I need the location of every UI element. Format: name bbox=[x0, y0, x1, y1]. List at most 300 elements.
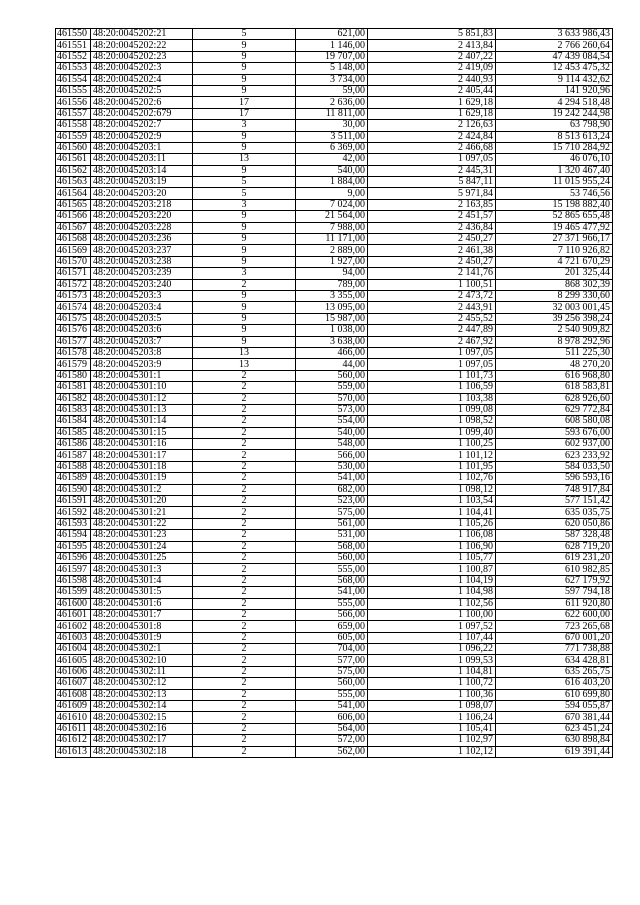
rate-cell: 2 436,84 bbox=[368, 222, 496, 233]
cadastral-value-cell: 584 033,50 bbox=[496, 461, 613, 472]
category-cell: 9 bbox=[193, 165, 296, 176]
cadastral-value-cell: 46 076,10 bbox=[496, 154, 613, 165]
cadastral-value-cell: 511 225,30 bbox=[496, 347, 613, 358]
row-id-cell: 461606 bbox=[56, 666, 91, 677]
cadastral-number-cell: 48:20:0045301:4 bbox=[91, 575, 193, 586]
row-id-cell: 461579 bbox=[56, 359, 91, 370]
cadastral-value-cell: 12 453 475,32 bbox=[496, 63, 613, 74]
cadastral-number-cell: 48:20:0045301:2 bbox=[91, 484, 193, 495]
row-id-cell: 461600 bbox=[56, 598, 91, 609]
row-id-cell: 461604 bbox=[56, 644, 91, 655]
area-cell: 606,00 bbox=[296, 712, 368, 723]
row-id-cell: 461572 bbox=[56, 279, 91, 290]
cadastral-value-cell: 619 231,20 bbox=[496, 552, 613, 563]
category-cell: 2 bbox=[193, 496, 296, 507]
category-cell: 2 bbox=[193, 382, 296, 393]
row-id-cell: 461581 bbox=[56, 382, 91, 393]
rate-cell: 1 106,90 bbox=[368, 541, 496, 552]
area-cell: 1 146,00 bbox=[296, 40, 368, 51]
rate-cell: 1 100,51 bbox=[368, 279, 496, 290]
rate-cell: 1 101,12 bbox=[368, 450, 496, 461]
rate-cell: 2 450,27 bbox=[368, 234, 496, 245]
area-cell: 577,00 bbox=[296, 655, 368, 666]
cadastral-value-cell: 628 926,60 bbox=[496, 393, 613, 404]
cadastral-value-cell: 620 050,86 bbox=[496, 518, 613, 529]
rate-cell: 1 099,40 bbox=[368, 427, 496, 438]
area-cell: 1 038,00 bbox=[296, 325, 368, 336]
cadastral-number-cell: 48:20:0045301:17 bbox=[91, 450, 193, 461]
category-cell: 2 bbox=[193, 450, 296, 461]
category-cell: 2 bbox=[193, 404, 296, 415]
rate-cell: 5 971,84 bbox=[368, 188, 496, 199]
row-id-cell: 461588 bbox=[56, 461, 91, 472]
rate-cell: 1 096,22 bbox=[368, 644, 496, 655]
cadastral-value-cell: 594 055,87 bbox=[496, 701, 613, 712]
rate-cell: 2 447,89 bbox=[368, 325, 496, 336]
row-id-cell: 461591 bbox=[56, 496, 91, 507]
row-id-cell: 461586 bbox=[56, 439, 91, 450]
table-row bbox=[56, 347, 613, 358]
area-cell: 573,00 bbox=[296, 404, 368, 415]
cadastral-value-cell: 8 513 613,24 bbox=[496, 131, 613, 142]
cadastral-number-cell: 48:20:0045203:236 bbox=[91, 234, 193, 245]
area-cell: 21 564,00 bbox=[296, 211, 368, 222]
table-row bbox=[56, 188, 613, 199]
area-cell: 2 636,00 bbox=[296, 97, 368, 108]
rate-cell: 2 473,72 bbox=[368, 290, 496, 301]
area-cell: 541,00 bbox=[296, 587, 368, 598]
area-cell: 2 889,00 bbox=[296, 245, 368, 256]
row-id-cell: 461599 bbox=[56, 587, 91, 598]
row-id-cell: 461562 bbox=[56, 165, 91, 176]
row-id-cell: 461596 bbox=[56, 552, 91, 563]
area-cell: 659,00 bbox=[296, 621, 368, 632]
cadastral-number-cell: 48:20:0045302:1 bbox=[91, 644, 193, 655]
category-cell: 2 bbox=[193, 393, 296, 404]
table-row bbox=[56, 666, 613, 677]
cadastral-number-cell: 48:20:0045301:20 bbox=[91, 496, 193, 507]
row-id-cell: 461612 bbox=[56, 735, 91, 746]
cadastral-number-cell: 48:20:0045203:8 bbox=[91, 347, 193, 358]
cadastral-value-cell: 618 583,81 bbox=[496, 382, 613, 393]
rate-cell: 1 629,18 bbox=[368, 97, 496, 108]
cadastral-value-cell: 27 371 966,17 bbox=[496, 234, 613, 245]
cadastral-number-cell: 48:20:0045301:25 bbox=[91, 552, 193, 563]
rate-cell: 1 104,19 bbox=[368, 575, 496, 586]
rate-cell: 2 419,09 bbox=[368, 63, 496, 74]
category-cell: 5 bbox=[193, 188, 296, 199]
category-cell: 2 bbox=[193, 507, 296, 518]
row-id-cell: 461561 bbox=[56, 154, 91, 165]
category-cell: 2 bbox=[193, 575, 296, 586]
area-cell: 560,00 bbox=[296, 552, 368, 563]
row-id-cell: 461578 bbox=[56, 347, 91, 358]
rate-cell: 5 847,11 bbox=[368, 177, 496, 188]
area-cell: 704,00 bbox=[296, 644, 368, 655]
rate-cell: 1 102,56 bbox=[368, 598, 496, 609]
table-row bbox=[56, 655, 613, 666]
cadastral-value-cell: 635 265,75 bbox=[496, 666, 613, 677]
area-cell: 566,00 bbox=[296, 609, 368, 620]
table-row bbox=[56, 222, 613, 233]
rate-cell: 2 451,57 bbox=[368, 211, 496, 222]
row-id-cell: 461570 bbox=[56, 256, 91, 267]
category-cell: 2 bbox=[193, 530, 296, 541]
cadastral-value-cell: 634 428,81 bbox=[496, 655, 613, 666]
rate-cell: 1 097,05 bbox=[368, 359, 496, 370]
cadastral-value-cell: 623 233,92 bbox=[496, 450, 613, 461]
area-cell: 42,00 bbox=[296, 154, 368, 165]
cadastral-number-cell: 48:20:0045202:22 bbox=[91, 40, 193, 51]
table-row bbox=[56, 746, 613, 757]
cadastral-number-cell: 48:20:0045203:11 bbox=[91, 154, 193, 165]
area-cell: 555,00 bbox=[296, 598, 368, 609]
row-id-cell: 461556 bbox=[56, 97, 91, 108]
rate-cell: 1 107,44 bbox=[368, 632, 496, 643]
table-row bbox=[56, 575, 613, 586]
table-row bbox=[56, 404, 613, 415]
table-row bbox=[56, 245, 613, 256]
cadastral-value-cell: 635 035,75 bbox=[496, 507, 613, 518]
cadastral-value-cell: 3 633 986,43 bbox=[496, 29, 613, 40]
cadastral-number-cell: 48:20:0045301:21 bbox=[91, 507, 193, 518]
cadastral-number-cell: 48:20:0045301:3 bbox=[91, 564, 193, 575]
row-id-cell: 461552 bbox=[56, 51, 91, 62]
cadastral-number-cell: 48:20:0045202:9 bbox=[91, 131, 193, 142]
area-cell: 3 734,00 bbox=[296, 74, 368, 85]
cadastral-number-cell: 48:20:0045203:14 bbox=[91, 165, 193, 176]
table-row bbox=[56, 712, 613, 723]
table-row bbox=[56, 427, 613, 438]
category-cell: 9 bbox=[193, 336, 296, 347]
category-cell: 9 bbox=[193, 290, 296, 301]
cadastral-value-cell: 4 294 518,48 bbox=[496, 97, 613, 108]
area-cell: 548,00 bbox=[296, 439, 368, 450]
table-row bbox=[56, 165, 613, 176]
row-id-cell: 461609 bbox=[56, 701, 91, 712]
cadastral-number-cell: 48:20:0045202:3 bbox=[91, 63, 193, 74]
table-row bbox=[56, 336, 613, 347]
category-cell: 9 bbox=[193, 51, 296, 62]
table-row bbox=[56, 256, 613, 267]
cadastral-number-cell: 48:20:0045302:11 bbox=[91, 666, 193, 677]
table-row bbox=[56, 211, 613, 222]
category-cell: 2 bbox=[193, 461, 296, 472]
category-cell: 2 bbox=[193, 439, 296, 450]
table-row bbox=[56, 416, 613, 427]
table-row bbox=[56, 564, 613, 575]
cadastral-number-cell: 48:20:0045301:16 bbox=[91, 439, 193, 450]
cadastral-value-cell: 587 328,48 bbox=[496, 530, 613, 541]
rate-cell: 1 105,26 bbox=[368, 518, 496, 529]
cadastral-value-cell: 48 270,20 bbox=[496, 359, 613, 370]
cadastral-number-cell: 48:20:0045302:17 bbox=[91, 735, 193, 746]
table-row bbox=[56, 290, 613, 301]
area-cell: 6 369,00 bbox=[296, 142, 368, 153]
row-id-cell: 461551 bbox=[56, 40, 91, 51]
cadastral-number-cell: 48:20:0045203:218 bbox=[91, 199, 193, 210]
category-cell: 9 bbox=[193, 131, 296, 142]
area-cell: 564,00 bbox=[296, 723, 368, 734]
cadastral-number-cell: 48:20:0045301:18 bbox=[91, 461, 193, 472]
row-id-cell: 461589 bbox=[56, 473, 91, 484]
area-cell: 530,00 bbox=[296, 461, 368, 472]
cadastral-value-cell: 670 001,20 bbox=[496, 632, 613, 643]
area-cell: 3 638,00 bbox=[296, 336, 368, 347]
cadastral-value-cell: 610 699,80 bbox=[496, 689, 613, 700]
cadastral-number-cell: 48:20:0045203:238 bbox=[91, 256, 193, 267]
table-row bbox=[56, 268, 613, 279]
area-cell: 1 884,00 bbox=[296, 177, 368, 188]
rate-cell: 1 100,00 bbox=[368, 609, 496, 620]
area-cell: 682,00 bbox=[296, 484, 368, 495]
row-id-cell: 461580 bbox=[56, 370, 91, 381]
area-cell: 3 511,00 bbox=[296, 131, 368, 142]
table-row bbox=[56, 279, 613, 290]
table-row bbox=[56, 325, 613, 336]
category-cell: 2 bbox=[193, 655, 296, 666]
cadastral-number-cell: 48:20:0045202:5 bbox=[91, 85, 193, 96]
table-row bbox=[56, 359, 613, 370]
rate-cell: 1 100,87 bbox=[368, 564, 496, 575]
cadastral-number-cell: 48:20:0045301:12 bbox=[91, 393, 193, 404]
cadastral-value-cell: 141 920,96 bbox=[496, 85, 613, 96]
cadastral-number-cell: 48:20:0045302:14 bbox=[91, 701, 193, 712]
category-cell: 3 bbox=[193, 120, 296, 131]
row-id-cell: 461565 bbox=[56, 199, 91, 210]
area-cell: 5 148,00 bbox=[296, 63, 368, 74]
cadastral-value-cell: 8 299 330,60 bbox=[496, 290, 613, 301]
rate-cell: 2 455,52 bbox=[368, 313, 496, 324]
cadastral-value-cell: 32 003 001,45 bbox=[496, 302, 613, 313]
row-id-cell: 461582 bbox=[56, 393, 91, 404]
category-cell: 2 bbox=[193, 621, 296, 632]
area-cell: 3 355,00 bbox=[296, 290, 368, 301]
table-row bbox=[56, 97, 613, 108]
table-row bbox=[56, 154, 613, 165]
category-cell: 2 bbox=[193, 598, 296, 609]
table-row bbox=[56, 735, 613, 746]
area-cell: 605,00 bbox=[296, 632, 368, 643]
cadastral-number-cell: 48:20:0045203:3 bbox=[91, 290, 193, 301]
table-row bbox=[56, 40, 613, 51]
row-id-cell: 461554 bbox=[56, 74, 91, 85]
area-cell: 11 171,00 bbox=[296, 234, 368, 245]
cadastral-number-cell: 48:20:0045202:679 bbox=[91, 108, 193, 119]
cadastral-value-cell: 15 198 882,40 bbox=[496, 199, 613, 210]
cadastral-value-cell: 602 937,00 bbox=[496, 439, 613, 450]
category-cell: 2 bbox=[193, 701, 296, 712]
cadastral-value-cell: 63 798,90 bbox=[496, 120, 613, 131]
category-cell: 13 bbox=[193, 359, 296, 370]
rate-cell: 1 101,95 bbox=[368, 461, 496, 472]
row-id-cell: 461584 bbox=[56, 416, 91, 427]
cadastral-number-cell: 48:20:0045301:6 bbox=[91, 598, 193, 609]
table-row bbox=[56, 439, 613, 450]
cadastral-number-cell: 48:20:0045202:6 bbox=[91, 97, 193, 108]
cadastral-value-cell: 577 151,42 bbox=[496, 496, 613, 507]
area-cell: 540,00 bbox=[296, 427, 368, 438]
area-cell: 19 707,00 bbox=[296, 51, 368, 62]
category-cell: 13 bbox=[193, 154, 296, 165]
cadastral-value-cell: 616 968,80 bbox=[496, 370, 613, 381]
rate-cell: 1 100,36 bbox=[368, 689, 496, 700]
cadastral-number-cell: 48:20:0045301:22 bbox=[91, 518, 193, 529]
area-cell: 15 987,00 bbox=[296, 313, 368, 324]
table-row bbox=[56, 587, 613, 598]
cadastral-number-cell: 48:20:0045302:15 bbox=[91, 712, 193, 723]
row-id-cell: 461576 bbox=[56, 325, 91, 336]
table-row bbox=[56, 142, 613, 153]
rate-cell: 1 105,77 bbox=[368, 552, 496, 563]
category-cell: 2 bbox=[193, 735, 296, 746]
rate-cell: 2 126,63 bbox=[368, 120, 496, 131]
category-cell: 9 bbox=[193, 142, 296, 153]
table-row bbox=[56, 518, 613, 529]
rate-cell: 2 163,85 bbox=[368, 199, 496, 210]
area-cell: 9,00 bbox=[296, 188, 368, 199]
cadastral-value-table bbox=[55, 28, 613, 758]
cadastral-value-cell: 627 179,92 bbox=[496, 575, 613, 586]
table-row bbox=[56, 177, 613, 188]
area-cell: 7 988,00 bbox=[296, 222, 368, 233]
cadastral-value-cell: 611 920,80 bbox=[496, 598, 613, 609]
category-cell: 2 bbox=[193, 723, 296, 734]
table-row bbox=[56, 234, 613, 245]
category-cell: 9 bbox=[193, 234, 296, 245]
area-cell: 466,00 bbox=[296, 347, 368, 358]
row-id-cell: 461593 bbox=[56, 518, 91, 529]
category-cell: 2 bbox=[193, 564, 296, 575]
cadastral-number-cell: 48:20:0045301:5 bbox=[91, 587, 193, 598]
rate-cell: 1 097,05 bbox=[368, 154, 496, 165]
category-cell: 2 bbox=[193, 644, 296, 655]
cadastral-number-cell: 48:20:0045203:9 bbox=[91, 359, 193, 370]
rate-cell: 2 466,68 bbox=[368, 142, 496, 153]
row-id-cell: 461602 bbox=[56, 621, 91, 632]
rate-cell: 2 461,38 bbox=[368, 245, 496, 256]
rate-cell: 1 103,38 bbox=[368, 393, 496, 404]
cadastral-value-cell: 771 738,88 bbox=[496, 644, 613, 655]
rate-cell: 1 105,41 bbox=[368, 723, 496, 734]
category-cell: 2 bbox=[193, 552, 296, 563]
cadastral-number-cell: 48:20:0045202:21 bbox=[91, 29, 193, 40]
cadastral-value-cell: 53 746,56 bbox=[496, 188, 613, 199]
area-cell: 540,00 bbox=[296, 165, 368, 176]
row-id-cell: 461597 bbox=[56, 564, 91, 575]
rate-cell: 2 443,91 bbox=[368, 302, 496, 313]
row-id-cell: 461563 bbox=[56, 177, 91, 188]
cadastral-number-cell: 48:20:0045301:7 bbox=[91, 609, 193, 620]
rate-cell: 1 104,98 bbox=[368, 587, 496, 598]
cadastral-number-cell: 48:20:0045203:237 bbox=[91, 245, 193, 256]
cadastral-value-cell: 39 256 398,24 bbox=[496, 313, 613, 324]
area-cell: 531,00 bbox=[296, 530, 368, 541]
area-cell: 554,00 bbox=[296, 416, 368, 427]
cadastral-value-cell: 1 320 467,40 bbox=[496, 165, 613, 176]
table-row bbox=[56, 507, 613, 518]
area-cell: 30,00 bbox=[296, 120, 368, 131]
row-id-cell: 461613 bbox=[56, 746, 91, 757]
cadastral-number-cell: 48:20:0045203:20 bbox=[91, 188, 193, 199]
row-id-cell: 461603 bbox=[56, 632, 91, 643]
category-cell: 3 bbox=[193, 268, 296, 279]
category-cell: 9 bbox=[193, 74, 296, 85]
cadastral-number-cell: 48:20:0045301:23 bbox=[91, 530, 193, 541]
row-id-cell: 461559 bbox=[56, 131, 91, 142]
rate-cell: 2 440,93 bbox=[368, 74, 496, 85]
area-cell: 621,00 bbox=[296, 29, 368, 40]
category-cell: 2 bbox=[193, 370, 296, 381]
rate-cell: 1 098,12 bbox=[368, 484, 496, 495]
row-id-cell: 461590 bbox=[56, 484, 91, 495]
table-row bbox=[56, 450, 613, 461]
table-row bbox=[56, 74, 613, 85]
row-id-cell: 461610 bbox=[56, 712, 91, 723]
table-row bbox=[56, 701, 613, 712]
rate-cell: 1 100,72 bbox=[368, 678, 496, 689]
area-cell: 13 095,00 bbox=[296, 302, 368, 313]
row-id-cell: 461568 bbox=[56, 234, 91, 245]
area-cell: 560,00 bbox=[296, 678, 368, 689]
category-cell: 2 bbox=[193, 484, 296, 495]
area-cell: 575,00 bbox=[296, 666, 368, 677]
category-cell: 17 bbox=[193, 97, 296, 108]
row-id-cell: 461594 bbox=[56, 530, 91, 541]
cadastral-number-cell: 48:20:0045302:12 bbox=[91, 678, 193, 689]
row-id-cell: 461577 bbox=[56, 336, 91, 347]
table-row bbox=[56, 63, 613, 74]
cadastral-value-cell: 622 600,00 bbox=[496, 609, 613, 620]
table-row bbox=[56, 51, 613, 62]
area-cell: 523,00 bbox=[296, 496, 368, 507]
row-id-cell: 461611 bbox=[56, 723, 91, 734]
table-row bbox=[56, 496, 613, 507]
area-cell: 559,00 bbox=[296, 382, 368, 393]
cadastral-number-cell: 48:20:0045203:1 bbox=[91, 142, 193, 153]
rate-cell: 2 407,22 bbox=[368, 51, 496, 62]
cadastral-number-cell: 48:20:0045203:19 bbox=[91, 177, 193, 188]
rate-cell: 1 104,81 bbox=[368, 666, 496, 677]
cadastral-value-cell: 19 242 244,98 bbox=[496, 108, 613, 119]
cadastral-value-cell: 201 325,44 bbox=[496, 268, 613, 279]
rate-cell: 2 141,76 bbox=[368, 268, 496, 279]
area-cell: 568,00 bbox=[296, 541, 368, 552]
table-row bbox=[56, 530, 613, 541]
table-body bbox=[56, 29, 613, 758]
area-cell: 555,00 bbox=[296, 689, 368, 700]
category-cell: 9 bbox=[193, 211, 296, 222]
rate-cell: 1 103,54 bbox=[368, 496, 496, 507]
rate-cell: 2 424,84 bbox=[368, 131, 496, 142]
area-cell: 541,00 bbox=[296, 701, 368, 712]
category-cell: 2 bbox=[193, 416, 296, 427]
cadastral-value-cell: 610 982,85 bbox=[496, 564, 613, 575]
row-id-cell: 461567 bbox=[56, 222, 91, 233]
rate-cell: 2 413,84 bbox=[368, 40, 496, 51]
rate-cell: 2 467,92 bbox=[368, 336, 496, 347]
cadastral-number-cell: 48:20:0045301:13 bbox=[91, 404, 193, 415]
rate-cell: 1 097,52 bbox=[368, 621, 496, 632]
cadastral-number-cell: 48:20:0045302:13 bbox=[91, 689, 193, 700]
category-cell: 3 bbox=[193, 199, 296, 210]
rate-cell: 1 097,05 bbox=[368, 347, 496, 358]
row-id-cell: 461575 bbox=[56, 313, 91, 324]
rate-cell: 5 851,83 bbox=[368, 29, 496, 40]
cadastral-value-cell: 2 766 260,64 bbox=[496, 40, 613, 51]
category-cell: 13 bbox=[193, 347, 296, 358]
cadastral-value-cell: 2 540 909,82 bbox=[496, 325, 613, 336]
